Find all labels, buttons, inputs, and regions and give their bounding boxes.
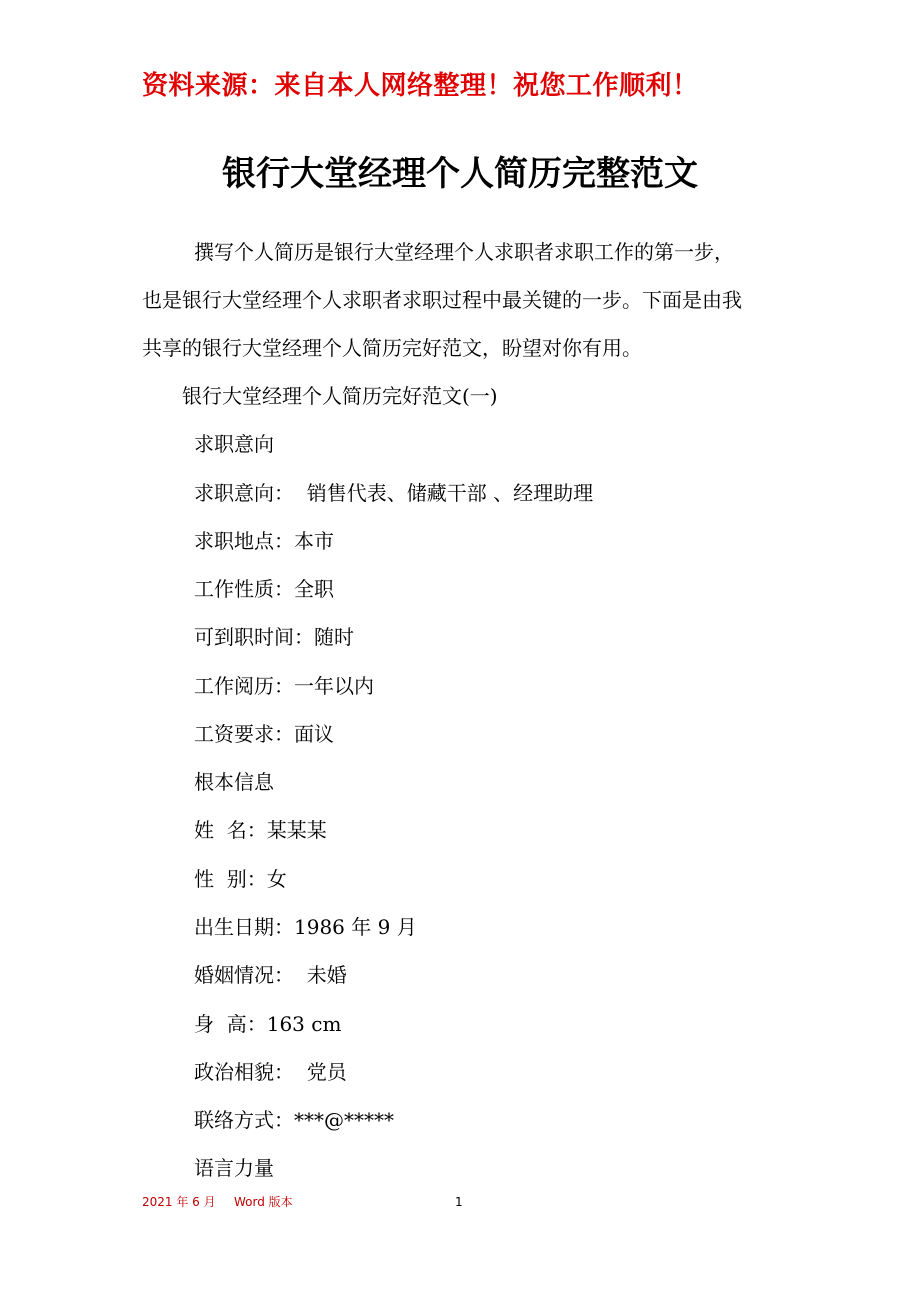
field-contact: 联络方式：***@*****	[194, 1108, 394, 1132]
field-work-experience: 工作阅历：一年以内	[194, 674, 374, 698]
source-banner: 资料来源：来自本人网络整理！祝您工作顺利！	[142, 71, 699, 101]
field-start-availability: 可到职时间：随时	[194, 625, 354, 649]
footer-edition: Word 版本	[234, 1195, 293, 1209]
intro-line: 撰写个人简历是银行大堂经理个人求职者求职工作的第一步，	[194, 240, 734, 264]
field-political-status: 政治相貌： 党员	[194, 1060, 347, 1084]
intro-line: 也是银行大堂经理个人求职者求职过程中最关键的一步。下面是由我	[142, 288, 742, 312]
field-name: 姓 名：某某某	[194, 818, 327, 842]
document-title: 银行大堂经理个人简历完整范文	[222, 154, 698, 194]
sample-title: 银行大堂经理个人简历完好范文(一)	[182, 384, 498, 408]
page-number: 1	[455, 1195, 463, 1209]
field-work-location: 求职地点：本市	[194, 529, 334, 553]
field-salary-requirement: 工资要求：面议	[194, 722, 334, 746]
intro-paragraph	[142, 228, 782, 372]
section-heading-language-ability: 语言力量	[194, 1156, 274, 1180]
field-gender: 性 别：女	[194, 867, 287, 891]
field-height: 身 高：163 cm	[194, 1012, 342, 1036]
field-desired-position: 求职意向： 销售代表、储藏干部 、经理助理	[194, 481, 594, 505]
field-birth-date: 出生日期：1986 年 9 月	[194, 915, 417, 939]
field-job-type: 工作性质：全职	[194, 577, 334, 601]
field-marital-status: 婚姻情况： 未婚	[194, 963, 347, 987]
section-heading-job-intention: 求职意向	[194, 432, 274, 456]
section-heading-basic-info: 根本信息	[194, 770, 274, 794]
footer-date: 2021 年 6 月	[142, 1195, 216, 1209]
intro-line: 共享的银行大堂经理个人简历完好范文，盼望对你有用。	[142, 336, 642, 360]
